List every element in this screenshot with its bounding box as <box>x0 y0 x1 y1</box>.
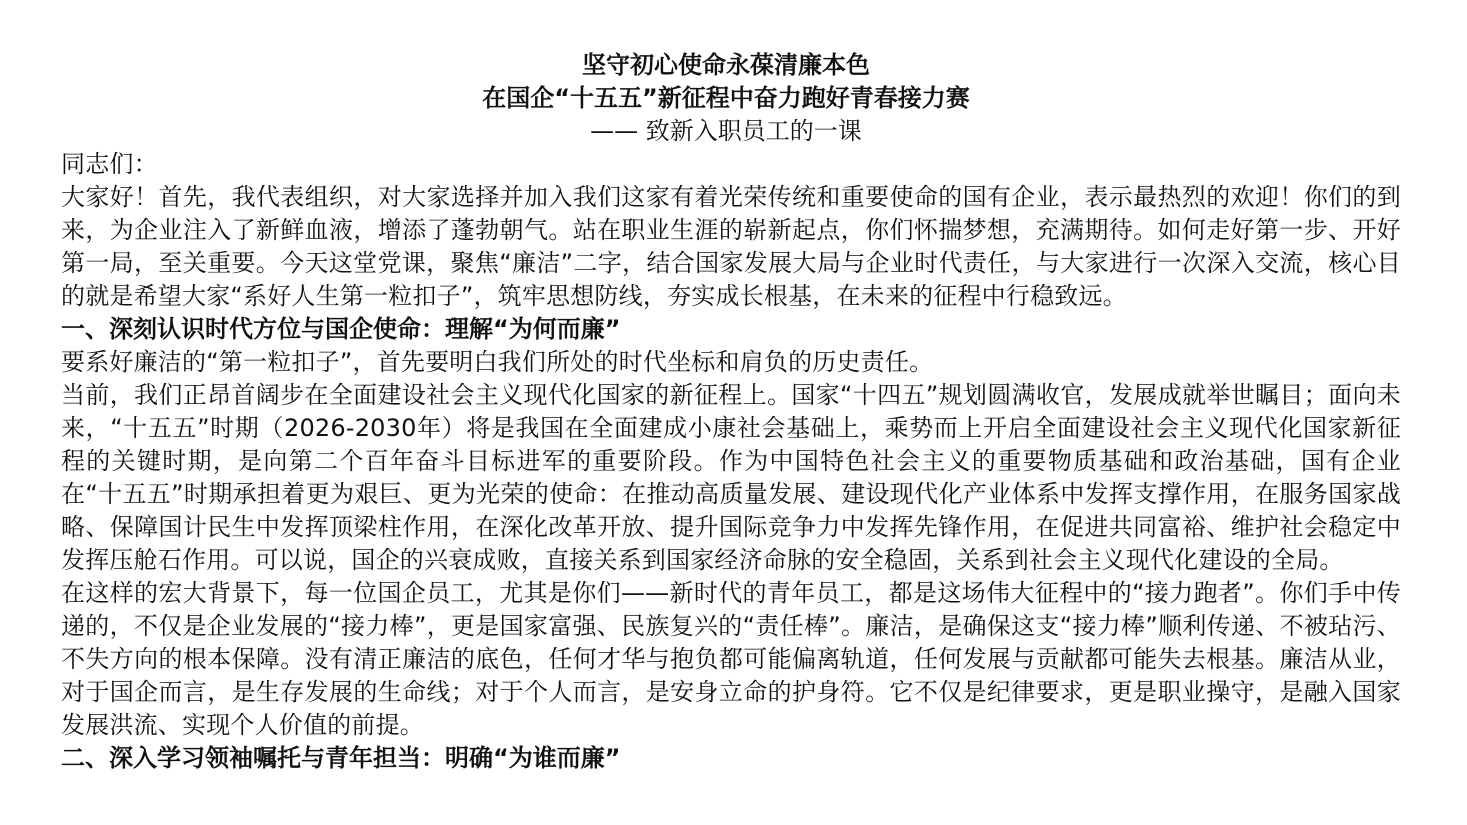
document-title-line1: 坚守初心使命永葆清廉本色 <box>582 51 870 79</box>
section-1-heading: 一、深刻认识时代方位与国企使命：理解“为何而廉” <box>61 315 621 343</box>
section-1-paragraph-1: 要系好廉洁的“第一粒扣子”，首先要明白我们所处的时代坐标和肩负的历史责任。 <box>61 348 934 376</box>
document-subtitle: —— 致新入职员工的一课 <box>590 117 862 145</box>
section-1-paragraph-3: 在这样的宏大背景下，每一位国企员工，尤其是你们——新时代的青年员工，都是这场伟大征程中的“接力跑者”。你们手中传递的，不仅是企业发展的“接力棒”，更是国家富强、民族复兴的“责任棒”。廉洁，是确保这支“接力棒”顺利传递、不被玷污、不失方向的根本保障。没有清正廉洁的底色，任何才华与抱负都可能偏离轨道，任何发展与贡献都可能失去根基。廉洁从业，对于国企而言，是生存发展的生命线；对于个人而言，是安身立命的护身符。它不仅是纪律要求，更是职业操守，是融入国家发展洪流、实现个人价值的前提。 <box>61 579 1401 739</box>
document-page <box>61 49 1401 775</box>
section-2-heading: 二、深入学习领袖嘱托与青年担当：明确“为谁而廉” <box>61 744 621 772</box>
salutation: 同志们： <box>61 150 158 178</box>
document-title-line2: 在国企“十五五”新征程中奋力跑好青春接力赛 <box>482 84 970 112</box>
intro-paragraph: 大家好！首先，我代表组织，对大家选择并加入我们这家有着光荣传统和重要使命的国有企业，表示最热烈的欢迎！你们的到来，为企业注入了新鲜血液，增添了蓬勃朝气。站在职业生涯的崭新起点，你们怀揣梦想，充满期待。如何走好第一步、开好第一局，至关重要。今天这堂党课，聚焦“廉洁”二字，结合国家发展大局与企业时代责任，与大家进行一次深入交流，核心目的就是希望大家“系好人生第一粒扣子”，筑牢思想防线，夯实成长根基，在未来的征程中行稳致远。 <box>61 183 1401 310</box>
section-1-paragraph-2: 当前，我们正昂首阔步在全面建设社会主义现代化国家的新征程上。国家“十四五”规划圆满收官，发展成就举世瞩目；面向未来，“十五五”时期（2026-2030年）将是我国在全面建成小康社会基础上，乘势而上开启全面建设社会主义现代化国家新征程的关键时期，是向第二个百年奋斗目标进军的重要阶段。作为中国特色社会主义的重要物质基础和政治基础，国有企业在“十五五”时期承担着更为艰巨、更为光荣的使命：在推动高质量发展、建设现代化产业体系中发挥支撑作用，在服务国家战略、保障国计民生中发挥顶梁柱作用，在深化改革开放、提升国际竞争力中发挥先锋作用，在促进共同富裕、维护社会稳定中发挥压舱石作用。可以说，国企的兴衰成败，直接关系到国家经济命脉的安全稳固，关系到社会主义现代化建设的全局。 <box>61 381 1401 574</box>
